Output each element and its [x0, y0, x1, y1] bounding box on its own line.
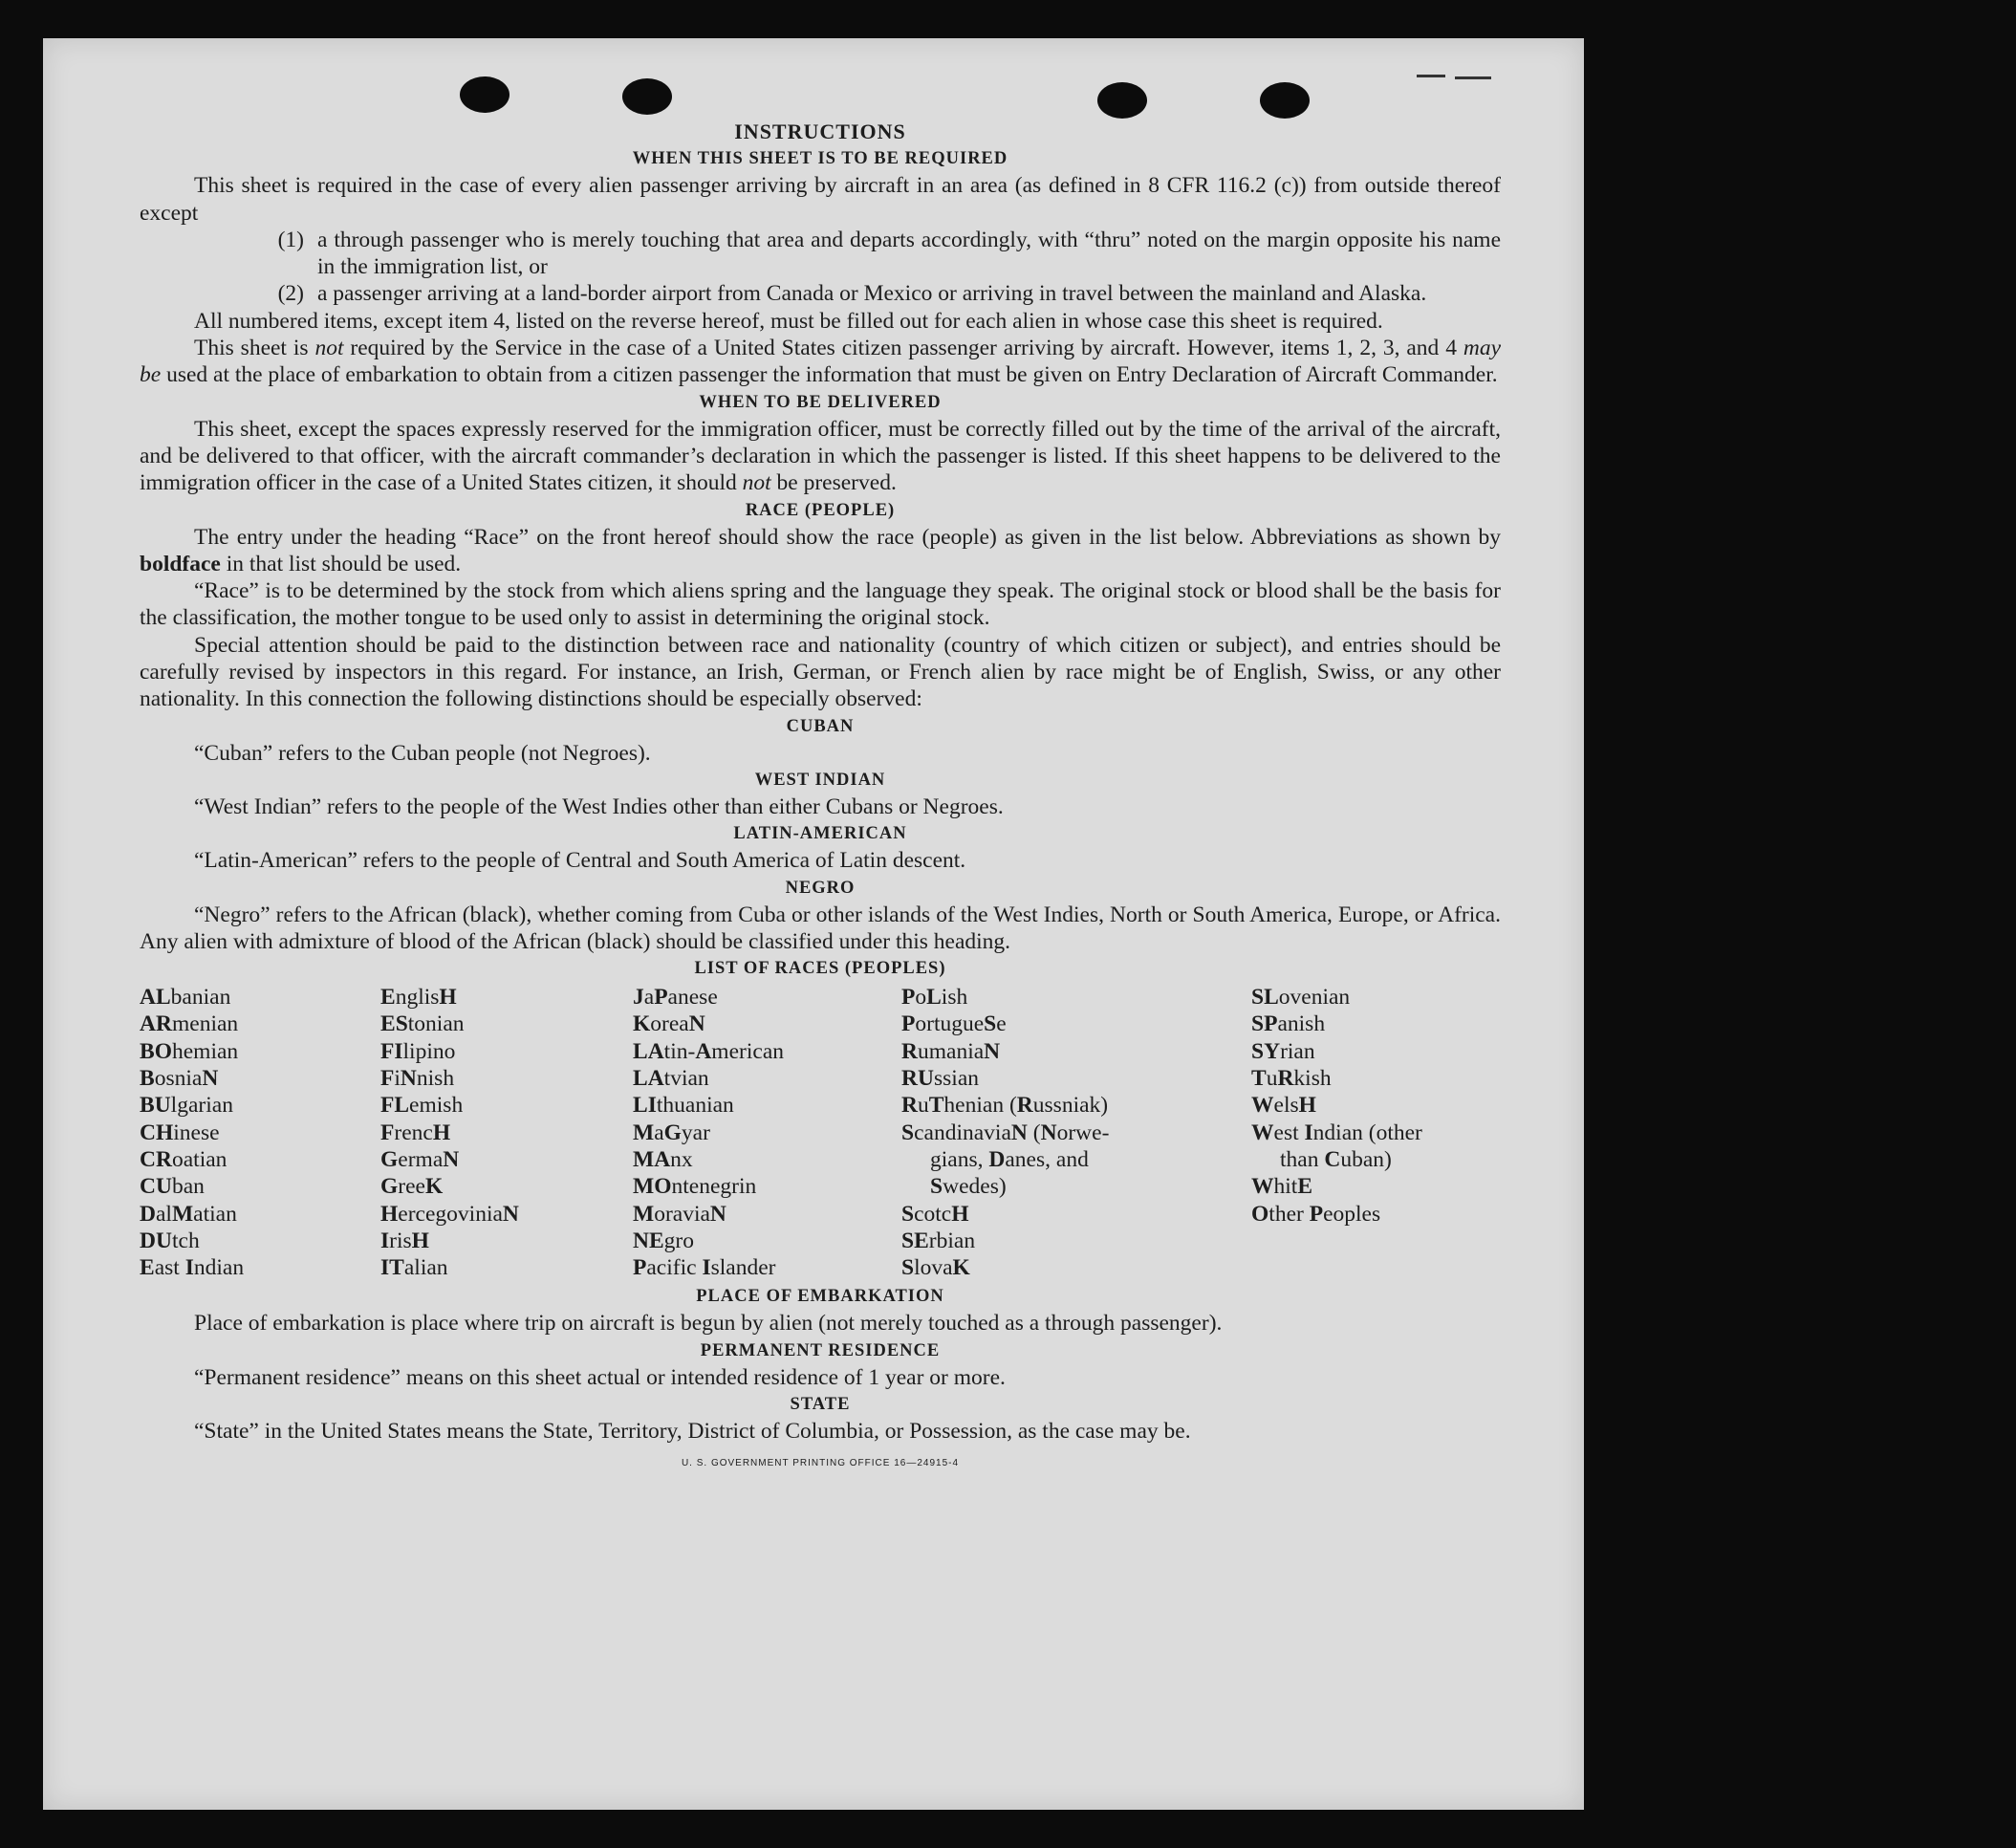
paragraph: “Negro” refers to the African (black), whether coming from Cuba or other islands of the West Indies, North or South America, Europe, or Africa. Any alien with admixture of blood of the African (black) should be classified under this heading.: [140, 902, 1501, 954]
document-sheet: [43, 38, 1584, 1810]
section-heading: RACE (PEOPLE): [745, 500, 896, 520]
section-heading: LATIN-AMERICAN: [733, 824, 907, 844]
punch-hole: [1097, 82, 1147, 119]
scan-mark: [1455, 76, 1491, 79]
paragraph: “Race” is to be determined by the stock from which aliens spring and the language they speak. The original stock or blood shall be the basis for the classification, the mother tongue to be used only to assist in determining the original stock.: [140, 578, 1501, 631]
race-entry: BUlgarian: [140, 1093, 233, 1119]
printer-imprint: U. S. GOVERNMENT PRINTING OFFICE 16—24915-4: [681, 1458, 960, 1469]
race-entry: MaGyar: [633, 1120, 710, 1145]
race-entry: CUban: [140, 1174, 205, 1200]
race-entry: RumaniaN: [901, 1038, 1001, 1064]
punch-hole: [460, 76, 509, 113]
race-entry: FrencH: [380, 1120, 451, 1145]
section-heading: WHEN TO BE DELIVERED: [699, 392, 942, 412]
race-entry: RuThenian (Russniak): [901, 1093, 1109, 1119]
race-entry: gians, Danes, and: [930, 1146, 1089, 1172]
race-entry: ITalian: [380, 1255, 448, 1281]
scan-mark: [1417, 75, 1445, 77]
race-entry: GreeK: [380, 1174, 444, 1200]
race-entry: PoLish: [901, 985, 968, 1011]
race-entry: ALbanian: [140, 985, 231, 1011]
race-entry: Pacific Islander: [633, 1255, 776, 1281]
race-entry: WelsH: [1251, 1093, 1316, 1119]
page-title: INSTRUCTIONS: [734, 120, 906, 143]
section-heading: NEGRO: [785, 878, 856, 898]
race-entry: FLemish: [380, 1093, 464, 1119]
race-entry: ARmenian: [140, 1011, 239, 1037]
race-list: [140, 984, 1501, 1281]
race-entry: LAtvian: [633, 1066, 709, 1092]
race-entry: EnglisH: [380, 985, 457, 1011]
race-entry: CRoatian: [140, 1146, 228, 1172]
race-entry: BosniaN: [140, 1066, 219, 1092]
race-entry: SYrian: [1251, 1038, 1315, 1064]
race-column: [380, 984, 633, 1281]
race-entry: WhitE: [1251, 1174, 1312, 1200]
race-entry: MOntenegrin: [633, 1174, 757, 1200]
item-text: a passenger arriving at a land-border airport from Canada or Mexico or arriving in travel between the mainland and Alaska.: [317, 281, 1427, 307]
race-entry: PortugueSe: [901, 1011, 1007, 1037]
race-entry: JaPanese: [633, 985, 718, 1011]
paragraph: Special attention should be paid to the distinction between race and nationality (country of which citizen or subject), and entries should be carefully revised by inspectors in this regard. For instance, an Irish, German, or French alien by race might be of English, Swiss, or any other nationality. In this connection the following distinctions should be especially observed:: [140, 632, 1501, 712]
paragraph: This sheet, except the spaces expressly reserved for the immigration officer, must be correctly filled out by the time of the arrival of the aircraft, and be delivered to that officer, with the aircraft commander’s declaration in which the passenger is listed. If this sheet happens to be delivered to the immigration officer in the case of a United States citizen, it should not be preserved.: [140, 416, 1501, 496]
section-heading: PERMANENT RESIDENCE: [700, 1340, 941, 1360]
race-column: [140, 984, 380, 1281]
section-heading: WEST INDIAN: [754, 770, 886, 790]
item-number: (2): [277, 281, 304, 307]
list-item: [140, 227, 1501, 281]
race-entry: Swedes): [930, 1174, 1007, 1200]
punch-hole: [1260, 82, 1310, 119]
punch-hole: [622, 78, 672, 115]
race-entry: HercegoviniaN: [380, 1201, 519, 1227]
race-entry: than Cuban): [1280, 1146, 1392, 1172]
race-entry: West Indian (other: [1251, 1120, 1422, 1145]
race-column: [633, 984, 901, 1281]
section-heading: CUBAN: [786, 716, 855, 736]
race-entry: SLovenian: [1251, 985, 1351, 1011]
paragraph: “Latin-American” refers to the people of Central and South America of Latin descent.: [194, 848, 966, 874]
paragraph: “State” in the United States means the State, Territory, District of Columbia, or Possession, as the case may be.: [194, 1418, 1191, 1444]
race-entry: SlovaK: [901, 1255, 970, 1281]
item-text: a through passenger who is merely touching that area and departs accordingly, with “thru” noted on the margin opposite his name in the immigration list, or: [317, 227, 1501, 280]
instructions-text: [140, 119, 1501, 1478]
race-entry: FiNnish: [380, 1066, 455, 1092]
section-heading: WHEN THIS SHEET IS TO BE REQUIRED: [632, 149, 1008, 169]
race-entry: KoreaN: [633, 1011, 705, 1037]
race-entry: DalMatian: [140, 1201, 237, 1227]
paragraph: “West Indian” refers to the people of the West Indies other than either Cubans or Negroes.: [194, 794, 1004, 819]
race-entry: FIlipino: [380, 1038, 456, 1064]
race-entry: TuRkish: [1251, 1066, 1332, 1092]
race-entry: Other Peoples: [1251, 1201, 1381, 1227]
race-entry: EStonian: [380, 1011, 465, 1037]
race-column: [1251, 984, 1501, 1281]
race-entry: RUssian: [901, 1066, 979, 1092]
race-column: [901, 984, 1251, 1281]
list-item: [140, 280, 1501, 307]
paragraph: All numbered items, except item 4, listed on the reverse hereof, must be filled out for each alien in whose case this sheet is required.: [194, 308, 1383, 334]
race-entry: SPanish: [1251, 1011, 1326, 1037]
race-entry: MAnx: [633, 1146, 693, 1172]
section-heading: PLACE OF EMBARKATION: [696, 1287, 944, 1307]
race-entry: CHinese: [140, 1120, 220, 1145]
section-heading: STATE: [790, 1394, 851, 1414]
race-entry: IrisH: [380, 1228, 429, 1253]
race-entry: East Indian: [140, 1255, 245, 1281]
paragraph: The entry under the heading “Race” on the front hereof should show the race (people) as given in the list below. Abbreviations as shown by boldface in that list should be used.: [140, 524, 1501, 576]
race-entry: BOhemian: [140, 1038, 239, 1064]
race-entry: ScotcH: [901, 1201, 969, 1227]
race-entry: NEgro: [633, 1228, 694, 1253]
paragraph: Place of embarkation is place where trip on aircraft is begun by alien (not merely touched as a through passenger).: [194, 1311, 1223, 1337]
race-entry: ScandinaviaN (Norwe-: [901, 1120, 1110, 1145]
race-entry: GermaN: [380, 1146, 460, 1172]
paragraph: This sheet is required in the case of every alien passenger arriving by aircraft in an area (as defined in 8 CFR 116.2 (c)) from outside thereof except: [140, 173, 1501, 226]
race-entry: LAtin-American: [633, 1038, 784, 1064]
paragraph: “Permanent residence” means on this sheet actual or intended residence of 1 year or more.: [194, 1364, 1006, 1390]
race-entry: DUtch: [140, 1228, 200, 1253]
section-heading: LIST OF RACES (PEOPLES): [694, 959, 946, 979]
paragraph: This sheet is not required by the Service in the case of a United States citizen passenger arriving by aircraft. However, items 1, 2, 3, and 4 may be used at the place of embarkation to obtain from a citizen passenger the information that must be given on Entry Declaration of Aircraft Commander.: [140, 336, 1501, 388]
race-entry: SErbian: [901, 1228, 976, 1253]
item-number: (1): [277, 227, 304, 252]
paragraph: “Cuban” refers to the Cuban people (not Negroes).: [194, 740, 651, 766]
race-entry: LIthuanian: [633, 1093, 734, 1119]
race-entry: MoraviaN: [633, 1201, 726, 1227]
